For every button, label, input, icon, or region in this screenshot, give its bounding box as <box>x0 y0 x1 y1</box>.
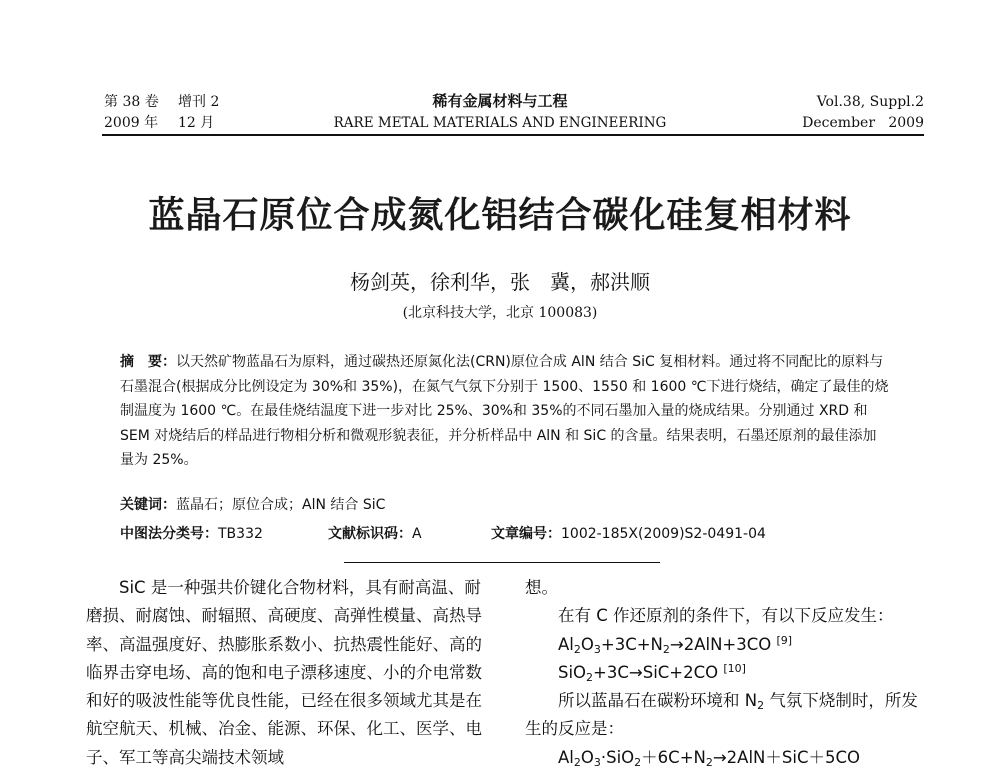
journal-title-en: RARE METAL MATERIALS AND ENGINEERING <box>333 115 667 131</box>
journal-title-cn: 稀有金属材料与工程 <box>432 92 568 110</box>
volume-cn: 第 38 卷 <box>104 94 159 110</box>
abstract-label: 摘 要： <box>120 354 176 370</box>
year-cn: 2009 年 <box>104 115 159 131</box>
authors: 杨剑英，徐利华，张 冀，郝洪顺 <box>350 270 650 294</box>
reaction-intro: 在有 C 作还原剂的条件下，有以下反应发生： <box>558 606 894 626</box>
reaction-paragraph-a: 所以蓝晶石在碳粉环境和 N <box>558 691 758 711</box>
equation-1-ref: [9] <box>776 633 793 647</box>
left-column <box>86 574 491 772</box>
article-number <box>491 524 766 544</box>
reaction-paragraph-b: 气氛下烧制时，所发生的反应是： <box>525 691 918 739</box>
affiliation: (北京科技大学，北京 100083) <box>402 305 598 321</box>
issue-cn: 增刊 2 <box>178 94 220 110</box>
section-divider <box>344 562 660 563</box>
keywords-label: 关键词： <box>120 497 176 513</box>
equation-1: $Al_2O_3+3C+N_2\to 2AlN+3CO$ [9] <box>558 633 793 656</box>
clc-label: 中图法分类号： <box>120 526 218 542</box>
keywords-text: 蓝晶石；原位合成；AlN 结合 SiC <box>176 497 386 513</box>
equation-3: $Al_2O_3\cdot SiO_2+6C+N_2\to 2AlN+SiC+5CO$ <box>558 747 860 769</box>
month-cn: 12 月 <box>178 115 215 131</box>
doc-label: 文献标识码： <box>328 526 412 542</box>
intro-paragraph: SiC 是一种强共价键化合物材料，具有耐高温、耐磨损、耐腐蚀、耐辐照、高硬度、高弹性模量、高热导率、高温强度好、热膨胀系数小、抗热震性能好、高的临界击穿电场、高的饱和电子漂移速度、小的介电常数和好的吸波性能等优良性能，已经在很多领域尤其是在航空航天、机械、冶金、能源、环保、化工、医学、电子、军工等高尖端技术领域 <box>86 578 482 767</box>
date-en: December 2009 <box>802 115 924 131</box>
clc-value: TB332 <box>218 526 263 542</box>
doc-value: A <box>412 526 422 542</box>
equation-2-ref: [10] <box>723 661 746 675</box>
equation-2: SiO$_2$+3C→SiC+2CO [10] <box>558 661 746 684</box>
paragraph-continuation: 想。 <box>525 578 558 597</box>
header-rule <box>102 134 924 136</box>
keywords <box>120 495 385 515</box>
document-code <box>328 524 422 544</box>
abstract <box>120 350 890 473</box>
reaction-paragraph: 所以蓝晶石在碳粉环境和 $N_2$ 气氛下烧制时，所发生的反应是： <box>525 691 918 739</box>
right-column <box>525 574 930 772</box>
volume-en: Vol.38, Suppl.2 <box>816 94 924 110</box>
article-label: 文章编号： <box>491 526 561 542</box>
article-value: 1002-185X(2009)S2-0491-04 <box>561 526 766 542</box>
abstract-text: 以天然矿物蓝晶石为原料，通过碳热还原氮化法(CRN)原位合成 AlN 结合 SiC 复相材料。通过将不同配比的原料与石墨混合(根据成分比例设定为 30%和 35%)，在氮气气氛下分别于 1500、1550 和 1600 ℃下进行烧结，确定了最佳的烧制温度为 1600 ℃。在最佳烧结温度下进一步对比 25%、30%和 35%的不同石墨加入量的烧成结果。分别通过 XRD 和 SEM 对烧结后的样品进行物相分析和微观形貌表征，并分析样品中 AlN 和 SiC 的含量。结果表明，石墨还原剂的最佳添加量为 25%。 <box>120 354 889 468</box>
clc-number <box>120 524 263 544</box>
paper-title: 蓝晶石原位合成氮化铝结合碳化硅复相材料 <box>148 195 852 236</box>
